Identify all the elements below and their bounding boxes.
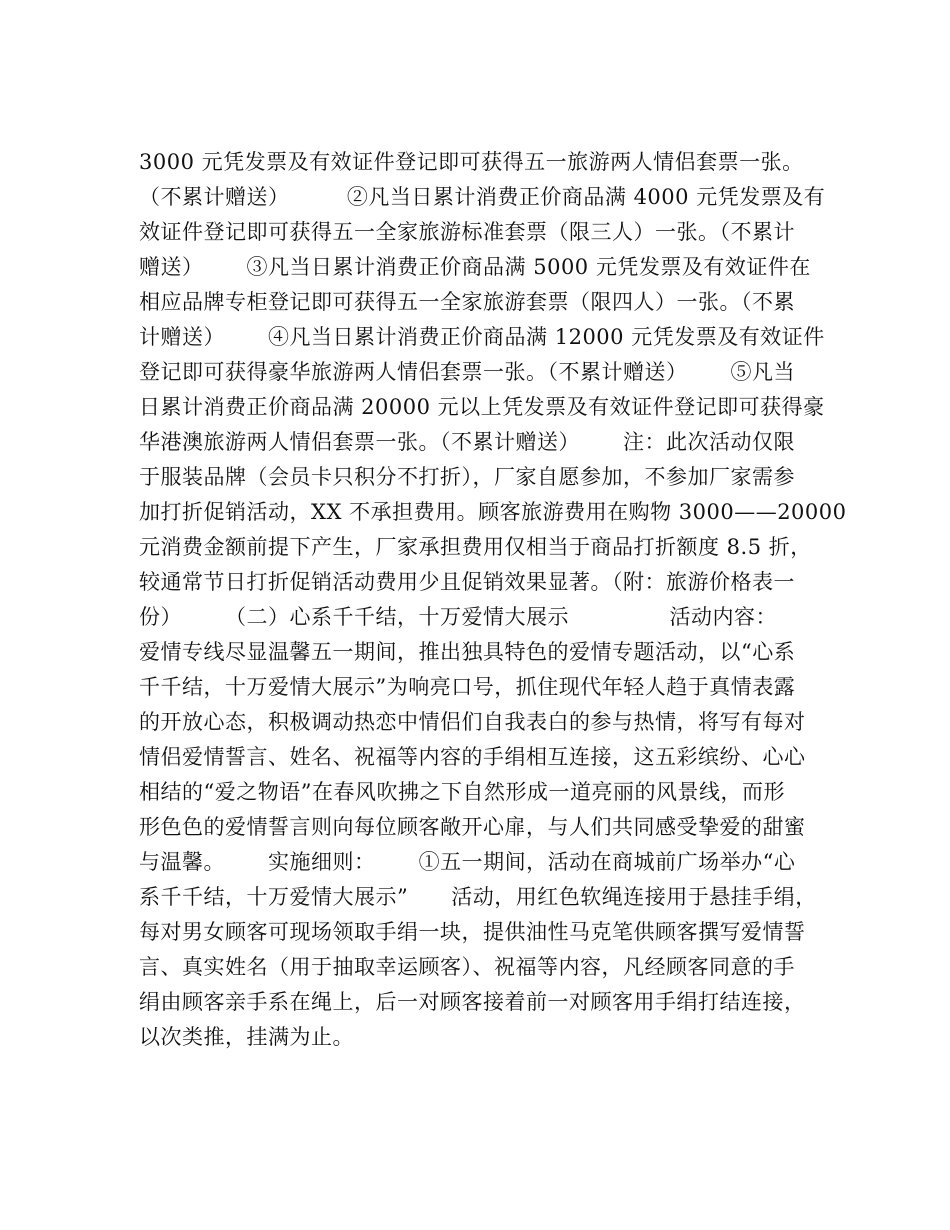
body-text-line: 以次类推，挂满为止。 (139, 1025, 354, 1049)
body-text-line: （不累计赠送） ②凡当日累计消费正价商品满 4000 元凭发票及有 (139, 185, 826, 209)
body-text-line: 形色色的爱情誓言则向每位顾客敞开心扉，与人们共同感受挚爱的甜蜜 (139, 815, 806, 839)
body-text-line: 相应品牌专柜登记即可获得五一全家旅游套票（限四人）一张。（不累 (139, 290, 795, 314)
body-text-line: 与温馨。 实施细则： ①五一期间，活动在商城前广场举办“心 (139, 850, 796, 874)
body-text-line: 计赠送） ④凡当日累计消费正价商品满 12000 元凭发票及有效证件 (139, 325, 825, 349)
body-text-line: 效证件登记即可获得五一全家旅游标准套票（限三人）一张。（不累计 (139, 220, 795, 244)
body-text-line: 绢由顾客亲手系在绳上，后一对顾客接着前一对顾客用手绢打结连接， (139, 990, 806, 1014)
body-text-line: 相结的“爱之物语”在春风吹拂之下自然形成一道亮丽的风景线，而形 (139, 780, 785, 804)
body-text-line: 较通常节日打折促销活动费用少且促销效果显著。（附：旅游价格表一 (139, 570, 795, 594)
body-text-line: 言、真实姓名（用于抽取幸运顾客）、祝福等内容，凡经顾客同意的手 (139, 955, 795, 979)
body-text-line: 系千千结，十万爱情大展示” 活动，用红色软绳连接用于悬挂手绢， (139, 885, 817, 909)
body-text-line: 赠送） ③凡当日累计消费正价商品满 5000 元凭发票及有效证件在 (139, 255, 811, 279)
body-text-line: 元消费金额前提下产生，厂家承担费用仅相当于商品打折额度 8.5 折， (139, 535, 812, 559)
body-text-line: 于服装品牌（会员卡只积分不打折），厂家自愿参加，不参加厂家需参 (139, 465, 795, 489)
body-text-line: 每对男女顾客可现场领取手绢一块，提供油性马克笔供顾客撰写爱情誓 (139, 920, 806, 944)
body-text-line: 千千结，十万爱情大展示”为响亮口号，抓住现代年轻人趋于真情表露 (139, 675, 796, 699)
body-text-line: 份） （二）心系千千结，十万爱情大展示 活动内容： (139, 605, 778, 629)
body-text-line: 3000 元凭发票及有效证件登记即可获得五一旅游两人情侣套票一张。 (139, 150, 804, 174)
body-text-line: 华港澳旅游两人情侣套票一张。（不累计赠送） 注：此次活动仅限 (139, 430, 796, 454)
body-text-line: 日累计消费正价商品满 20000 元以上凭发票及有效证件登记即可获得豪 (139, 395, 825, 419)
body-text-line: 的开放心态，积极调动热恋中情侣们自我表白的参与热情，将写有每对 (139, 710, 806, 734)
body-text-line: 加打折促销活动，XX 不承担费用。顾客旅游费用在购物 3000——20000 (139, 500, 847, 524)
body-text-line: 情侣爱情誓言、姓名、祝福等内容的手绢相互连接，这五彩缤纷、心心 (139, 745, 806, 769)
body-text-line: 登记即可获得豪华旅游两人情侣套票一张。（不累计赠送） ⑤凡当 (139, 360, 796, 384)
body-text-line: 爱情专线尽显温馨五一期间，推出独具特色的爱情专题活动，以“心系 (139, 640, 796, 664)
